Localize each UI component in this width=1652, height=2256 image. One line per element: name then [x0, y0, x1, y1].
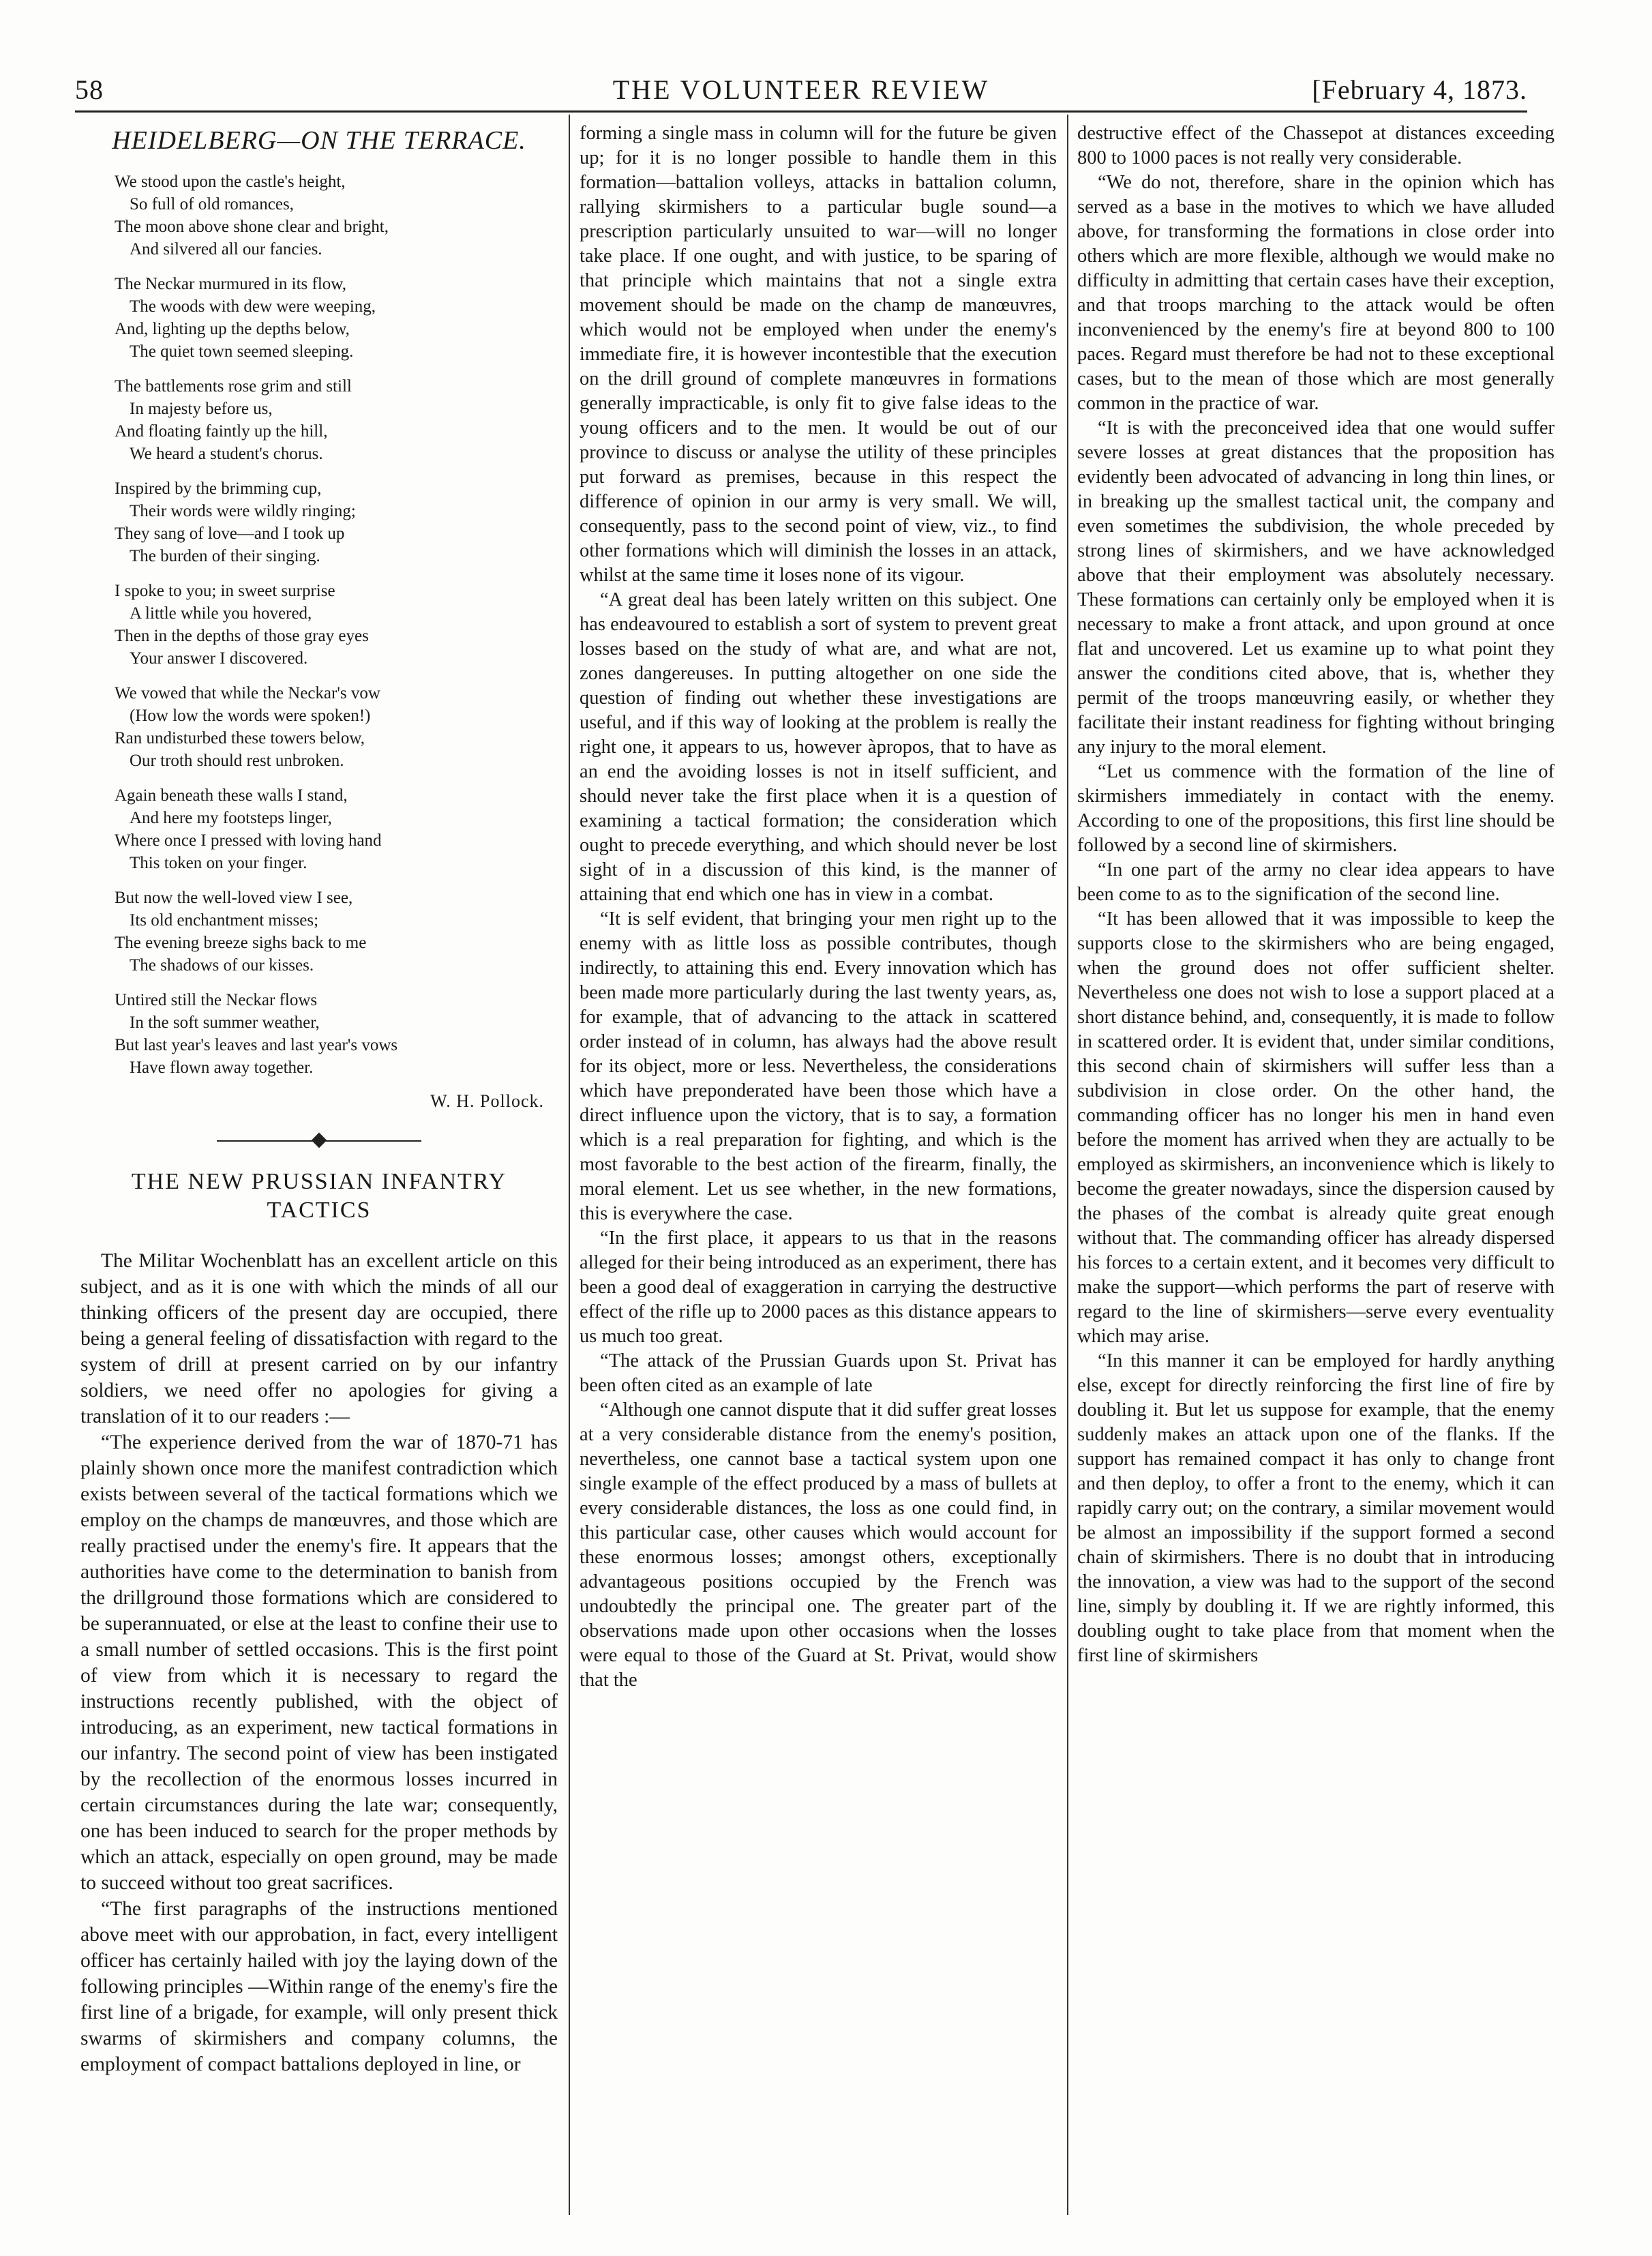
verse-line: But last year's leaves and last year's vows: [115, 1036, 398, 1054]
article-paragraph: forming a single mass in column will for the future be given up; for it is no longer possible to handle them in this formation—battalion volleys, attacks in battalion column, rallying skirmishers to a particular bugle sound—a prescription particularly unsuited to war—will no longer take place. If one ought, and with justice, to be sparing of that principle which maintains that not a single extra movement should be made on the champ de manœuvres, which would not be employed when under the enemy's immediate fire, it is however incontestible that the execution on the drill ground of complete manœuvres in formations generally impracticable, is only fit to give false ideas to the young officers and to the men. It would be out of our province to discuss or analyse the utility of these principles put forward as premises, because in this respect the difference of opinion in our army is very small. We will, consequently, pass to the second point of view, viz., to find other formations which will diminish the losses in an attack, whilst at the same time it loses none of its vigour.: [580, 123, 1057, 586]
verse-line: We stood upon the castle's height,: [115, 173, 346, 191]
poem-stanza: [115, 580, 558, 670]
verse-line: The Neckar murmured in its flow,: [115, 275, 346, 293]
article-paragraph: The Militar Wochenblatt has an excellent article on this subject, and as it is one with which the minds of all our thinking officers of the present day are occupied, there being a general feeling of dissatisfaction with regard to the system of drill at present carried on by our infantry soldiers, we need offer no apologies for giving a translation of it to our readers :—: [80, 1250, 558, 1427]
verse-line: Our troth should rest unbroken.: [130, 752, 344, 770]
verse-line: And silvered all our fancies.: [130, 240, 322, 258]
article-paragraph: “In this manner it can be employed for hardly anything else, except for directly reinforcing the first line of fire by doubling it. But let us suppose for example, that the enemy suddenly makes an attack upon one of the flanks. If the support has remained compact it has only to change front and then deploy, to offer a front to the enemy, which it can rapidly carry out; on the contrary, a similar movement would be almost an impossibility if the support formed a second chain of skirmishers. There is no doubt that in introducing the innovation, a view was had to the support of the second line, simply by doubling it. If we are rightly informed, this doubling ought to take place from that moment when the first line of skirmishers: [1077, 1350, 1555, 1666]
masthead-rule: [75, 110, 1527, 113]
verse-line: Inspired by the brimming cup,: [115, 479, 322, 498]
column-1: [80, 121, 558, 2215]
article-title-line: TACTICS: [267, 1198, 372, 1223]
article-paragraph: “The attack of the Prussian Guards upon St. Privat has been often cited as an example of late: [580, 1350, 1057, 1396]
verse-line: The moon above shone clear and bright,: [115, 218, 389, 236]
article-paragraph: “In the first place, it appears to us that in the reasons alleged for their being introduced as an experiment, there has been a good deal of exaggeration in carrying the destructive effect of the rifle up to 2000 paces as this distance appears to us much too great.: [580, 1228, 1057, 1347]
verse-line: The quiet town seemed sleeping.: [130, 342, 354, 361]
article-paragraph: “It is with the preconceived idea that one would suffer severe losses at great distances that the proposition has evidently been advocated of advancing in long thin lines, or in breaking up the smallest tactical unit, the company and even sometimes the subdivision, the whole preceded by strong lines of skirmishers, and we have acknowledged above that their employment was absolutely necessary. These formations can certainly only be employed when it is necessary to make a front attack, and upon ground at once flat and uncovered. Let us examine up to what point they answer the conditions cited above, that is, whether they permit of the troops manœuvring easily, or whether they facilitate their instant readiness for fighting without bringing any injury to the moral element.: [1077, 417, 1555, 758]
article-paragraph: “In one part of the army no clear idea appears to have been come to as to the signification of the second line.: [1077, 859, 1555, 905]
verse-line: And, lighting up the depths below,: [115, 320, 350, 338]
poem-stanza: [115, 682, 558, 772]
article-paragraph: “It is self evident, that bringing your men right up to the enemy with as little loss as possible contributes, though indirectly, to attaining this end. Every innovation which has been made more particularly during the last twenty years, as, for example, that of advancing to the attack in scattered order instead of in column, has always had the above result for its object, more or less. Nevertheless, the considerations which have preponderated have been those which have a direct influence upon the victory, that is to say, a formation which is a real preparation for fighting, and which is the most favorable to the best action of the firearm, finally, the moral element. Let us see whether, in the new formations, this is everywhere the case.: [580, 908, 1057, 1224]
verse-line: And floating faintly up the hill,: [115, 422, 328, 441]
poem-stanza: [115, 170, 558, 261]
verse-line: And here my footsteps linger,: [130, 809, 332, 827]
poem-stanza: [115, 375, 558, 465]
article-paragraph: “It has been allowed that it was impossible to keep the supports close to the skirmishers who are being engaged, when the ground does not offer sufficient shelter. Nevertheless one does not wish to lose a support placed at a short distance behind, and, consequently, it is made to follow in scattered order. It is evident that, under similar conditions, this second chain of skirmishers will suffer less than a subdivision in close order. On the other hand, the commanding officer has no longer his men in hand even before the moment has arrived when they are actually to be employed as skirmishers, an inconvenience which is likely to become the greater nowadays, since the dispersion caused by the phases of the combat is already quite great enough without that. The commanding officer has already dispersed his forces to a certain extent, and it becomes very difficult to make the support—which performs the part of reserve with regard to the line of skirmishers—serve every eventuality which may arise.: [1077, 908, 1555, 1347]
verse-line: Its old enchantment misses;: [130, 911, 319, 930]
verse-line: We heard a student's chorus.: [130, 445, 323, 463]
article-title: [80, 1168, 558, 1225]
verse-line: Then in the depths of those gray eyes: [115, 627, 369, 645]
verse-line: But now the well-loved view I see,: [115, 889, 353, 907]
article-paragraph: “The experience derived from the war of 1870-71 has plainly shown once more the manifest contradiction which exists between several of the tactical formations which we employ on the champs de manœuvres, and those which are really practised under the enemy's fire. It appears that the authorities have come to the determination to banish from the drillground those formations which are considered to be superannuated, or else at the least to confine their use to a small number of settled occasions. This is the first point of view from which it is necessary to regard the instructions recently published, with the object of introducing, as an experiment, new tactical formations in our infantry. The second point of view has been instigated by the recollection of the enormous losses incurred in certain circumstances during the late war; consequently, one has been induced to search for the proper methods by which an attack, especially on open ground, may be made to succeed without too great sacrifices.: [80, 1431, 558, 1894]
verse-line: Where once I pressed with loving hand: [115, 831, 382, 850]
verse-line: Have flown away together.: [130, 1058, 314, 1077]
article-paragraph: “Let us commence with the formation of the line of skirmishers immediately in contact with the enemy. According to one of the propositions, this first line should be followed by a second line of skirmishers.: [1077, 761, 1555, 856]
masthead: [75, 71, 1527, 109]
verse-line: The burden of their singing.: [130, 547, 320, 565]
poem-stanza: [115, 887, 558, 977]
poem-title: HEIDELBERG—ON THE TERRACE.: [112, 126, 526, 155]
poem-stanza: [115, 989, 558, 1079]
poem-stanza: [115, 784, 558, 874]
verse-line: (How low the words were spoken!): [130, 707, 371, 725]
article-paragraph: “A great deal has been lately written on this subject. One has endeavoured to establish a sort of system to prevent great losses based on the study of what are, and what are not, zones dangereuses. In putting altogether on one side the question of finding out whether these investigations are useful, and if this way of looking at the problem is really the right one, it appears to us, however àpropos, that to have as an end the avoiding losses is not in itself sufficient, and should never take the first place when it is a question of examining a tactical formation; the consideration which ought to precede everything, and which should never be lost sight of in a discussion of this kind, is the manner of attaining that end which one has in view in a combat.: [580, 589, 1057, 905]
article-title-line: THE NEW PRUSSIAN INFANTRY: [131, 1169, 507, 1194]
poem-author: W. H. Pollock.: [430, 1091, 544, 1111]
diamond-ornament-icon: [312, 1133, 327, 1148]
verse-line: The woods with dew were weeping,: [130, 297, 376, 316]
verse-line: Ran undisturbed these towers below,: [115, 729, 365, 747]
verse-line: The shadows of our kisses.: [130, 956, 314, 975]
column-2: [580, 121, 1057, 2215]
article-paragraph: “Although one cannot dispute that it did suffer great losses at a very considerable distance from the enemy's position, nevertheless, one cannot base a tactical system upon one single example of the effect produced by a mass of bullets at every considerable distances, the loss as one could find, in this particular case, other causes which would account for these enormous losses; amongst others, exceptionally advantageous positions occupied by the French was undoubtedly the principal one. The greater part of the observations made upon other occasions when the losses were equal to those of the Guard at St. Privat, would show that the: [580, 1399, 1057, 1691]
column-3: [1077, 121, 1555, 2215]
verse-line: Their words were wildly ringing;: [130, 502, 356, 520]
poem-stanza: [115, 273, 558, 363]
article-paragraph: “We do not, therefore, share in the opinion which has served as a base in the motives to which we have alluded above, for transforming the formations in close order into others which are more flexible, although we would make no difficulty in admitting that certain cases have their exception, and that troops marching to the attack would be often inconvenienced by the enemy's fire at beyond 800 to 100 paces. Regard must therefore be had not to these exceptional cases, but to the mean of those which are most generally common in the practice of war.: [1077, 172, 1555, 414]
page-number: 58: [75, 74, 104, 105]
article-paragraph: destructive effect of the Chassepot at distances exceeding 800 to 1000 paces is not really very considerable.: [1077, 123, 1555, 168]
issue-date: [February 4, 1873.: [1312, 74, 1527, 105]
verse-line: The evening breeze sighs back to me: [115, 934, 367, 952]
verse-line: This token on your finger.: [130, 854, 307, 872]
section-divider-ornament: [217, 1140, 421, 1142]
column-divider: [569, 115, 570, 2215]
verse-line: The battlements rose grim and still: [115, 377, 352, 396]
journal-title: THE VOLUNTEER REVIEW: [612, 74, 990, 105]
column-divider: [1067, 115, 1068, 2215]
verse-line: Your answer I discovered.: [130, 649, 308, 668]
article-paragraph: “The first paragraphs of the instructions mentioned above meet with our approbation, in fact, every intelligent officer has certainly hailed with joy the laying down of the following principles —Within range of the enemy's fire the first line of a brigade, for example, will only present thick swarms of skirmishers and company columns, the employment of compact battalions deployed in line, or: [80, 1898, 558, 2075]
poem-stanza: [115, 477, 558, 567]
verse-line: I spoke to you; in sweet surprise: [115, 582, 335, 600]
verse-line: We vowed that while the Neckar's vow: [115, 684, 380, 702]
verse-line: In majesty before us,: [130, 400, 273, 418]
verse-line: They sang of love—and I took up: [115, 524, 345, 543]
verse-line: Again beneath these walls I stand,: [115, 786, 348, 805]
verse-line: A little while you hovered,: [130, 604, 312, 623]
verse-line: In the soft summer weather,: [130, 1013, 320, 1032]
verse-line: So full of old romances,: [130, 195, 294, 213]
verse-line: Untired still the Neckar flows: [115, 991, 318, 1009]
